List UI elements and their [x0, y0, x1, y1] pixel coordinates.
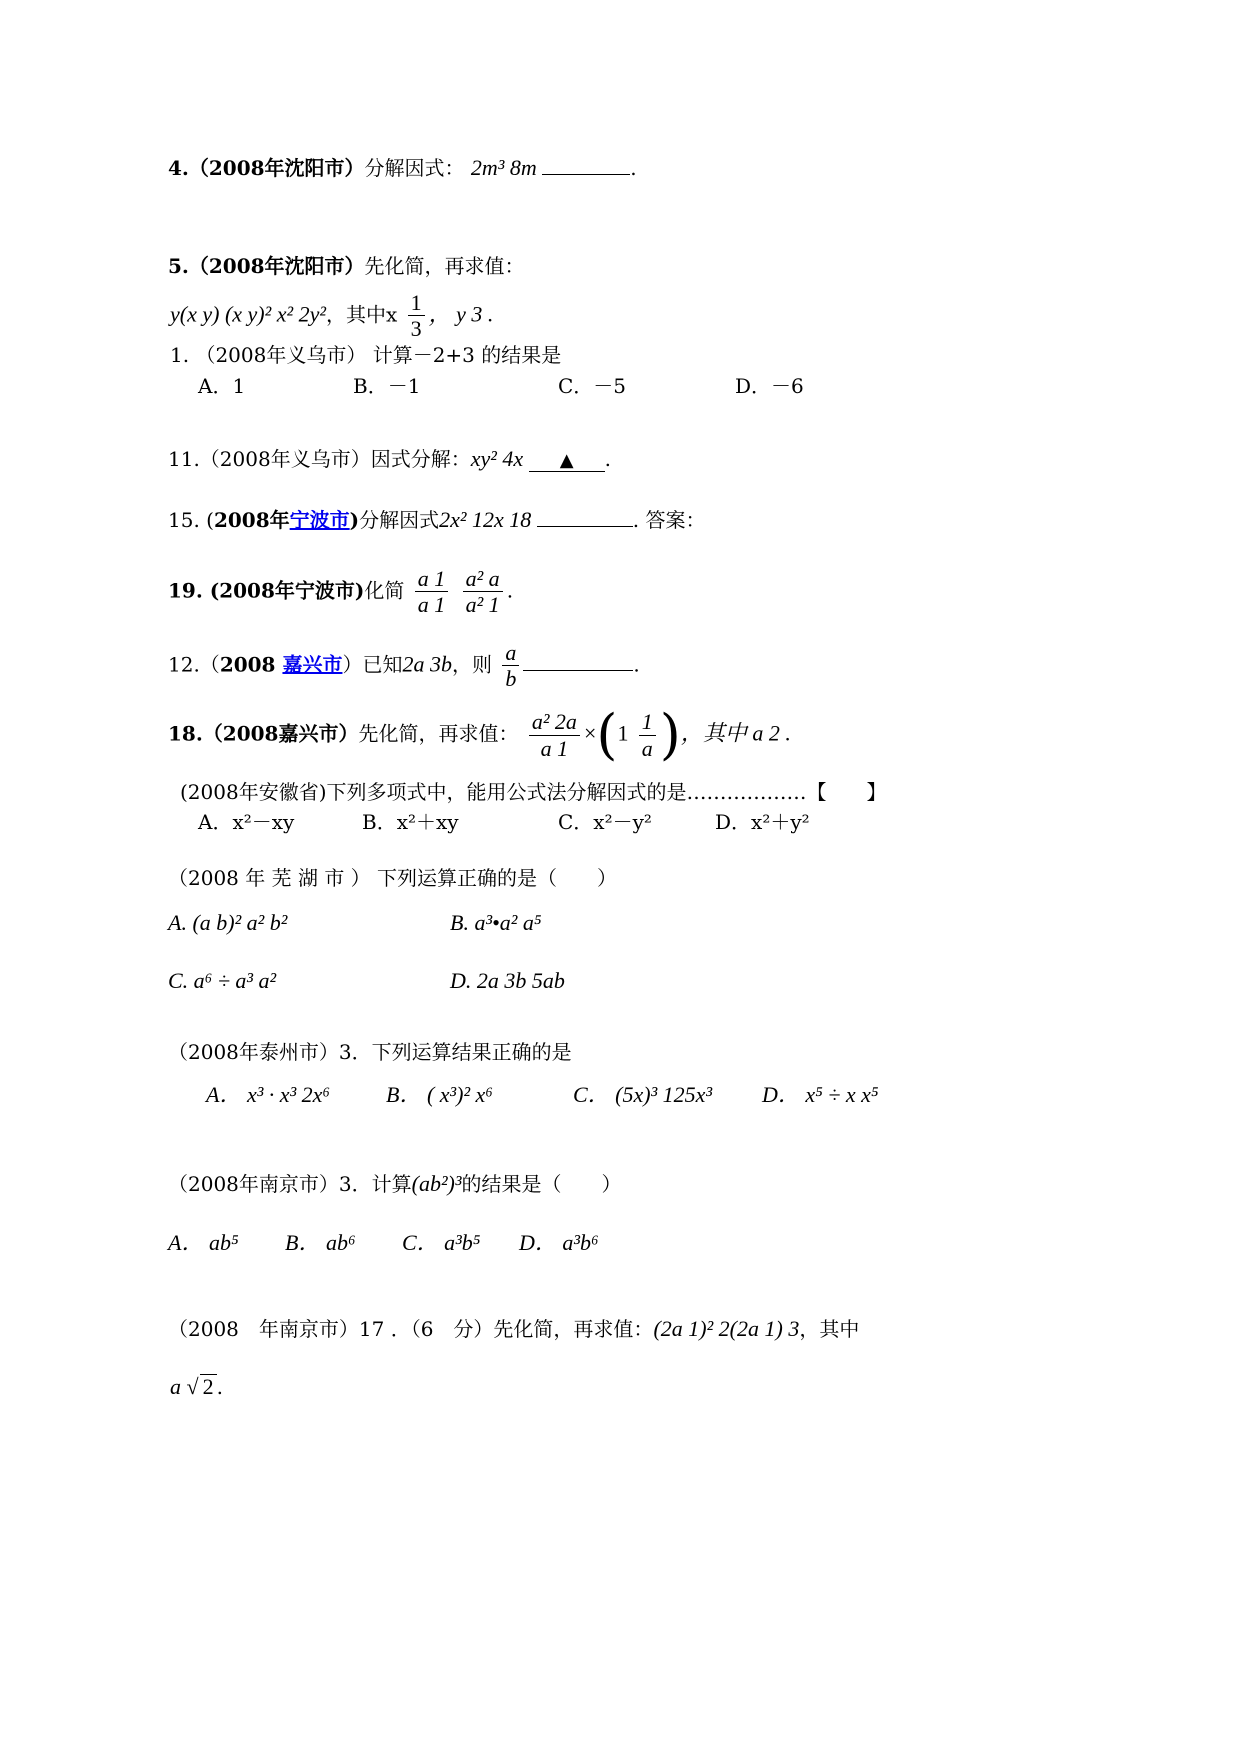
period: . — [216, 1375, 223, 1399]
fraction-denominator: a — [641, 735, 653, 761]
fraction-1 — [415, 566, 449, 618]
math-expression: 2m³ 8m — [470, 155, 543, 180]
option-d: D．－6 — [735, 374, 804, 398]
yiwu-question-1 — [170, 343, 561, 367]
question-prefix: 18.（2008嘉兴市） — [168, 721, 359, 746]
option-b: B． ab⁶ — [285, 1230, 356, 1255]
paren-close: ) — [349, 508, 360, 532]
yiwu-question-11 — [168, 446, 611, 472]
times-sign: × — [583, 720, 597, 746]
math-expression: y(x y) (x y)² x² 2y² — [170, 301, 326, 327]
question-5-expression — [170, 290, 493, 342]
question-5 — [168, 254, 525, 278]
period: . — [633, 652, 640, 677]
wuhu-question — [168, 866, 617, 890]
option-a: A． ab⁵ — [168, 1230, 239, 1255]
question-stem: （2008年泰州市）3．下列运算结果正确的是 — [168, 1040, 572, 1064]
option-a: A． x³ · x³ 2x⁶ — [206, 1082, 331, 1107]
option-c: C．－5 — [558, 374, 627, 398]
option-c: C．x²－y² — [558, 810, 652, 834]
period: . — [630, 156, 637, 180]
fraction-numerator: 1 — [408, 290, 425, 316]
option-b: B．x²＋xy — [362, 810, 459, 834]
fraction — [408, 290, 425, 342]
nanjing-question-17-line2 — [170, 1374, 223, 1400]
option-a: A. (a b)² a² b² — [168, 910, 288, 935]
city-link[interactable]: 嘉兴市 — [282, 652, 343, 677]
question-text: 已知 — [362, 652, 403, 677]
option-c: C． (5x)³ 125x³ — [573, 1082, 713, 1107]
fraction-denominator: a 1 — [417, 592, 446, 618]
fraction-numerator: a 1 — [415, 566, 449, 592]
question-stem: （2008 年 芜 湖 市 ） 下列运算正确的是（ ） — [168, 866, 618, 890]
math-expression: (2a 1)² 2(2a 1) 3 — [653, 1316, 800, 1341]
fraction-denominator: a² 1 — [465, 592, 500, 618]
option-b: B． ( x³)² x⁶ — [386, 1082, 493, 1107]
question-number: 15. ( — [168, 508, 214, 532]
ningbo-question-19 — [168, 566, 513, 618]
option-a: A．x²－xy — [198, 810, 295, 834]
option-d: D． a³b⁶ — [519, 1230, 599, 1255]
question-year: 2008年 — [213, 508, 290, 532]
option-c: C． a³b⁵ — [402, 1230, 481, 1255]
city-link[interactable]: 宁波市 — [289, 508, 350, 532]
fraction — [502, 640, 519, 692]
question-stem: 1. （2008年义乌市） 计算－2+3 的结果是 — [170, 343, 562, 367]
math-expression: 2a 3b — [402, 651, 452, 677]
question-prefix: 5.（2008年沈阳市） — [168, 254, 365, 278]
taizhou-question — [168, 1040, 572, 1064]
question-text: 分解因式： — [364, 156, 465, 180]
question-stem-a: （2008年南京市）3．计算 — [168, 1172, 412, 1196]
fraction-2 — [463, 566, 503, 618]
option-c: C. a⁶ ÷ a³ a² — [168, 968, 277, 993]
condition-text: ，其中x — [325, 302, 404, 327]
condition-text: ，其中 a 2 . — [680, 720, 791, 746]
left-paren: ( — [596, 703, 618, 766]
answer-label: . 答案： — [632, 508, 706, 532]
fraction-numerator: a — [502, 640, 519, 666]
anhui-question — [180, 780, 887, 804]
math-expression: 2x² 12x 18 — [439, 507, 537, 532]
math-expression: (ab²)³ — [411, 1171, 462, 1196]
right-paren: ) — [659, 703, 681, 766]
period: . — [604, 447, 611, 471]
answer-blank: ▲ — [529, 451, 605, 472]
jiaxing-question-18 — [168, 703, 791, 766]
question-text: 先化简，再求值： — [358, 721, 519, 746]
question-text: 先化简，再求值： — [364, 254, 525, 278]
nanjing-question-3 — [168, 1171, 621, 1197]
jiaxing-question-12 — [168, 640, 640, 692]
question-text: 化简 — [364, 578, 405, 603]
fraction-1 — [529, 709, 580, 761]
fraction-denominator: a 1 — [540, 735, 569, 761]
option-d: D. 2a 3b 5ab — [450, 968, 565, 993]
answer-blank — [542, 154, 630, 175]
fraction-denominator: 3 — [410, 316, 422, 342]
fraction-denominator: b — [505, 666, 517, 692]
fraction-numerator: a² a — [463, 566, 503, 592]
question-year: 2008 — [219, 652, 283, 677]
question-stem: （2008 年南京市）17 ．（6 分）先化简，再求值： — [168, 1317, 654, 1341]
sqrt-sign: √ — [186, 1374, 199, 1399]
math-expression: xy² 4x — [470, 446, 529, 471]
fraction-numerator: 1 — [639, 709, 656, 735]
question-prefix: 11.（2008年义乌市）因式分解： — [168, 447, 471, 471]
option-a: A．1 — [198, 374, 246, 398]
question-prefix: 19. (2008年宁波市) — [168, 578, 365, 603]
nanjing-question-17 — [168, 1316, 859, 1342]
answer-blank — [523, 650, 633, 671]
question-4 — [168, 154, 637, 181]
option-d: D． x⁵ ÷ x x⁵ — [762, 1082, 879, 1107]
question-prefix: 4.（2008年沈阳市） — [168, 156, 365, 180]
fraction-2 — [639, 709, 656, 761]
period: . — [506, 578, 514, 603]
answer-blank — [537, 506, 633, 527]
question-number: 12.（ — [168, 652, 220, 677]
then-text: ，则 — [451, 652, 492, 677]
question-text: 分解因式 — [359, 508, 440, 532]
question-stem: (2008年安徽省)下列多项式中，能用公式法分解因式的是………………【 】 — [180, 780, 887, 804]
variable: a — [170, 1374, 187, 1399]
option-b: B．－1 — [353, 374, 421, 398]
ningbo-question-15 — [168, 506, 705, 533]
option-b: B. a³•a² a⁵ — [450, 910, 542, 935]
option-d: D．x²＋y² — [715, 810, 810, 834]
condition-text: ，其中 — [799, 1317, 860, 1341]
question-stem-b: 的结果是（ ） — [461, 1172, 622, 1196]
condition-text-2: ， y 3 . — [428, 301, 494, 327]
one: 1 — [617, 720, 629, 746]
sqrt-value: 2 — [200, 1374, 217, 1399]
paren-close: ） — [342, 652, 363, 677]
fraction-numerator: a² 2a — [529, 709, 580, 735]
